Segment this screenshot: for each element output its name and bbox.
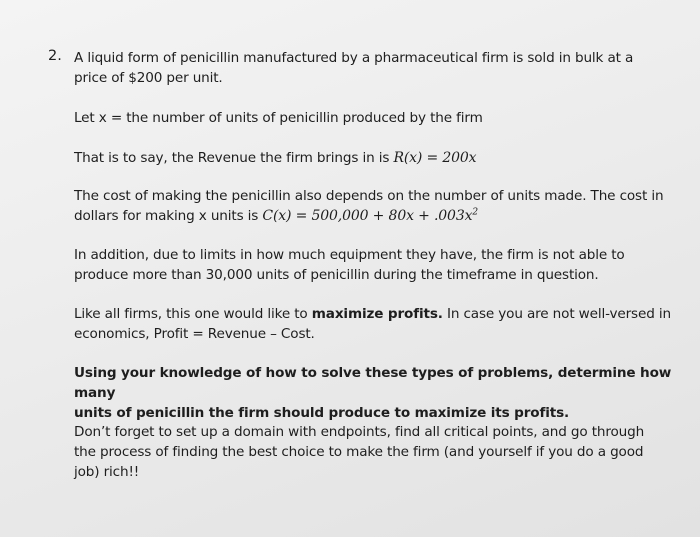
cost-formula: [262, 208, 477, 224]
cost-text: dollars for making x units is: [74, 208, 259, 224]
profit-line-1: [74, 304, 674, 324]
note-line-2: the process of finding the best choice to make the firm (and yourself if you do a good: [74, 444, 644, 460]
cost-line-1: The cost of making the penicillin also depends on the number of units made. The cost in: [74, 188, 664, 204]
note-line-3: job) rich!!: [74, 464, 140, 480]
intro-line-1: A liquid form of penicillin manufactured by a pharmaceutical firm is sold in bulk at a: [74, 50, 634, 66]
cost-paragraph: [74, 186, 674, 226]
task-line-2: units of penicillin the firm should produce to maximize its profits.: [74, 405, 570, 421]
limit-paragraph: [74, 245, 674, 285]
intro-line-2: price of $200 per unit.: [74, 70, 223, 86]
limit-line-1: In addition, due to limits in how much equipment they have, the firm is not able to: [74, 247, 625, 263]
let-x-paragraph: Let x = the number of units of penicillin produced by the firm: [74, 110, 483, 126]
cost-formula-body: C(x) = 500,000 + 80x + .003x: [262, 208, 473, 224]
profit-post: In case you are not well-versed in: [442, 306, 671, 322]
task-line-1: Using your knowledge of how to solve these types of problems, determine how many: [74, 365, 672, 401]
note-paragraph: [74, 422, 674, 482]
cost-exponent: 2: [472, 207, 478, 218]
cost-line-2: [74, 206, 674, 226]
question-number: 2.: [48, 48, 62, 64]
revenue-paragraph: [74, 148, 674, 168]
limit-line-2: produce more than 30,000 units of penicillin during the timeframe in question.: [74, 267, 599, 283]
revenue-formula: R(x) = 200x: [393, 150, 477, 166]
profit-paragraph: [74, 304, 674, 344]
profit-bold: maximize profits.: [311, 306, 443, 322]
revenue-text: That is to say, the Revenue the firm brings in is: [74, 150, 390, 166]
intro-paragraph: [74, 48, 674, 88]
profit-line-2: economics, Profit = Revenue – Cost.: [74, 326, 315, 342]
profit-pre: Like all firms, this one would like to: [74, 306, 312, 322]
note-line-1: Don’t forget to set up a domain with endpoints, find all critical points, and go through: [74, 424, 645, 440]
task-paragraph: [74, 363, 674, 423]
